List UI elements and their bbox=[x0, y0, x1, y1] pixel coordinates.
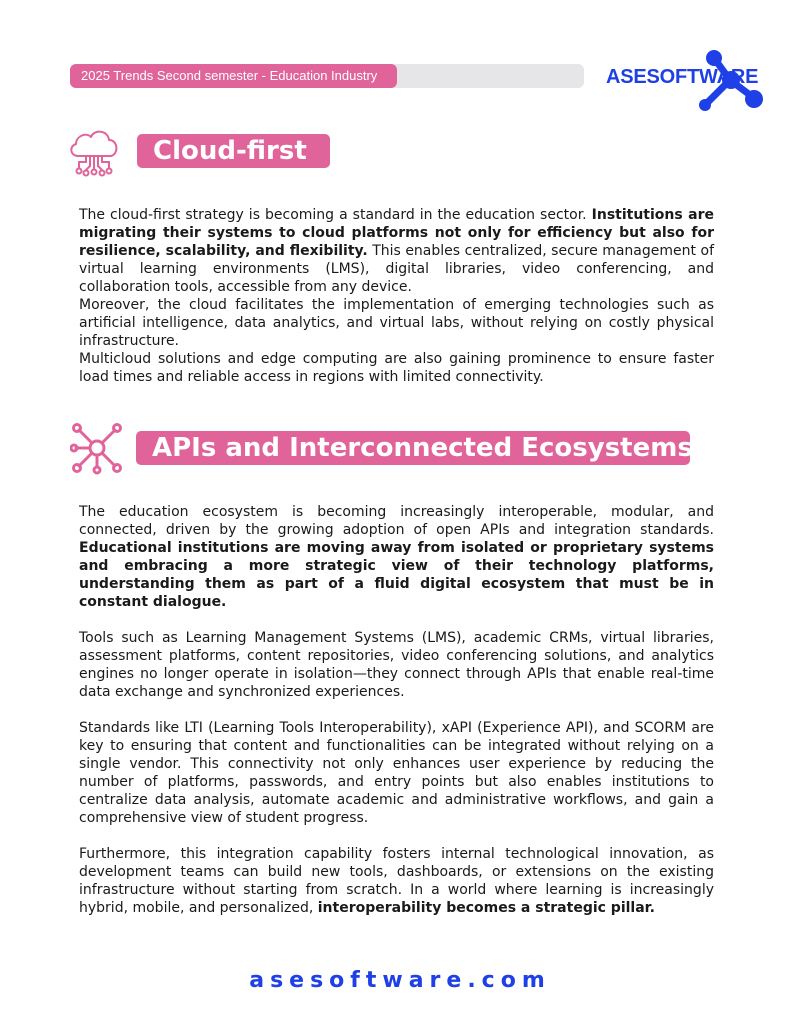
header-tag: 2025 Trends Second semester - Education Industry bbox=[70, 64, 397, 88]
company-logo bbox=[602, 44, 767, 116]
footer-website[interactable]: asesoftware.com bbox=[249, 968, 551, 993]
paragraph: Tools such as Learning Management Systems (LMS), academic CRMs, virtual libraries, assessment platforms, content repositories, video conferencing solutions, and analytics engines no longer operate in isolation—they connect through APIs that enable real-time data exchange and synchronized experiences. bbox=[79, 630, 714, 700]
paragraph: Furthermore, this integration capability fosters internal technological innovation, as development teams can build new tools, dashboards, or extensions on the existing infrastructure without starting from scratch. In a world where learning is increasingly hybrid, mobile, and personalized, interoperability becomes a strategic pillar. bbox=[79, 846, 714, 916]
apis-body bbox=[79, 503, 714, 917]
section-title-apis: APIs and Interconnected Ecosystems bbox=[136, 431, 690, 465]
paragraph: The cloud-first strategy is becoming a standard in the education sector. Institutions are migrating their systems to cloud platforms not only for efficiency but also for resilience, scalability, and flexibility. This enables centralized, secure management of virtual learning environments (LMS), digital libraries, video conferencing, and collaboration tools, accessible from any device. bbox=[79, 207, 714, 295]
logo-text: ASESOFTWARE bbox=[606, 66, 759, 88]
section-title-cloud-first: Cloud-first bbox=[137, 134, 330, 168]
paragraph: Multicloud solutions and edge computing are also gaining prominence to ensure faster load times and reliable access in regions with limited connectivity. bbox=[79, 351, 714, 385]
paragraph: Moreover, the cloud facilitates the implementation of emerging technologies such as artificial intelligence, data analytics, and virtual labs, without relying on costly physical infrastructure. bbox=[79, 297, 714, 349]
cloud-network-icon bbox=[66, 124, 122, 178]
paragraph: Standards like LTI (Learning Tools Interoperability), xAPI (Experience API), and SCORM are key to ensuring that content and functionalities can be integrated without relying on a single vendor. This connectivity not only enhances user experience by reducing the number of platforms, passwords, and entry points but also enables institutions to centralize data analysis, automate academic and administrative workflows, and gain a comprehensive view of student progress. bbox=[79, 720, 714, 826]
paragraph: The education ecosystem is becoming increasingly interoperable, modular, and connected, driven by the growing adoption of open APIs and integration standards. Educational institutions are moving away from isolated or proprietary systems and embracing a more strategic view of their technology platforms, understanding them as part of a fluid digital ecosystem that must be in constant dialogue. bbox=[79, 504, 714, 610]
network-nodes-icon bbox=[70, 421, 124, 475]
cloud-first-body bbox=[79, 206, 714, 386]
